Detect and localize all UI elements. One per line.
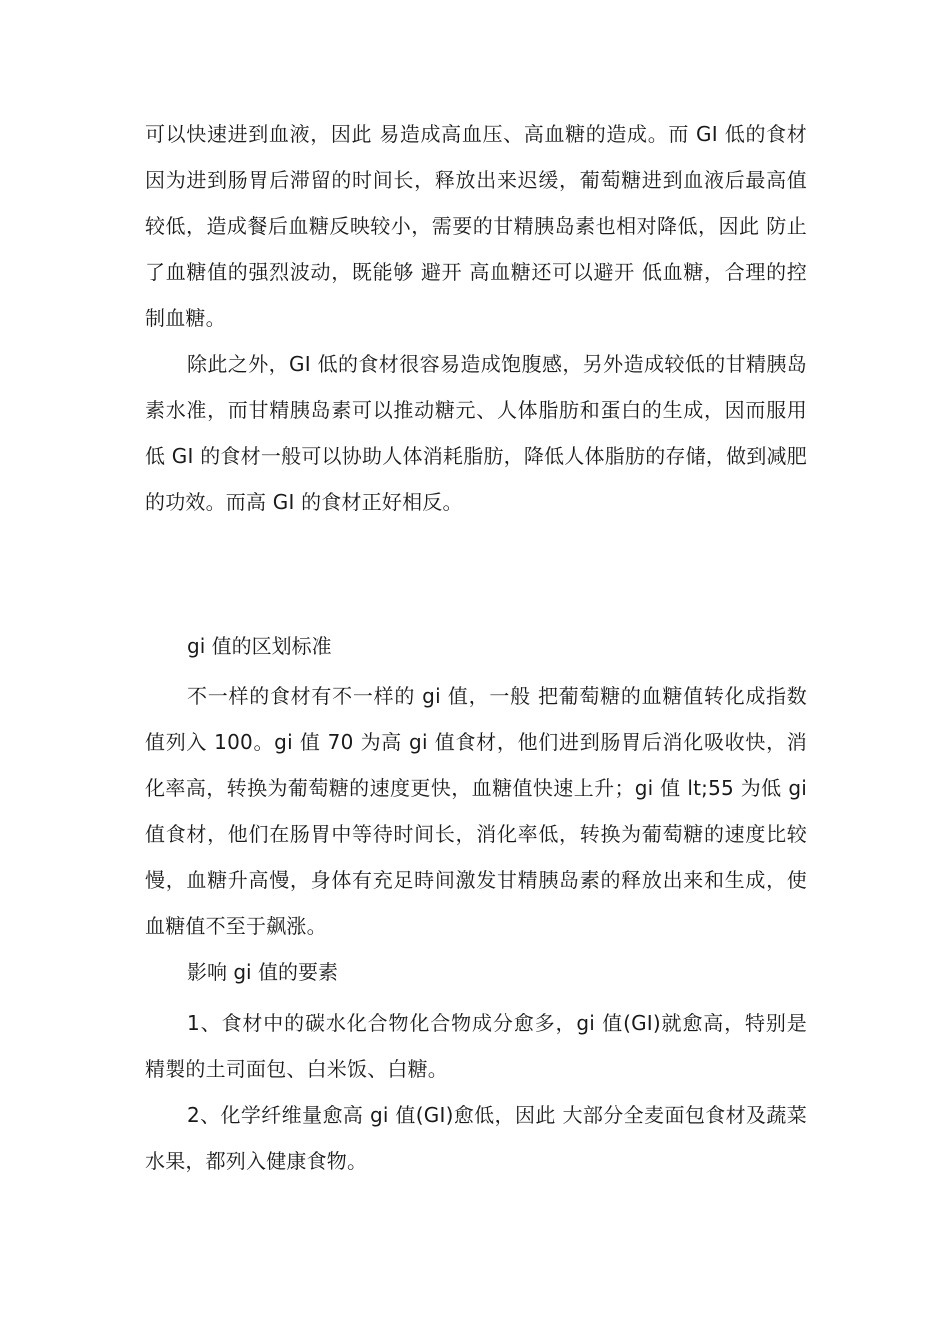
paragraph-low-gi-benefits: 除此之外，GI 低的食材很容易造成饱腹感，另外造成较低的甘精胰岛素水准，而甘精胰岛素可以推动糖元、人体脂肪和蛋白的生成，因而服用低 GI 的食材一般可以协助人体消耗脂肪，降低人体脂肪的存储，做到减肥的功效。而高 GI 的食材正好相反。 [145,352,807,514]
paragraph-gi-absorption: 可以快速进到血液，因此 易造成高血压、高血糖的造成。而 GI 低的食材因为进到肠胃后滞留的时间长，释放出来迟缓，葡萄糖进到血液后最高值较低，造成餐后血糖反映较小，需要的甘精胰岛素也相对降低，因此 防止了血糖值的强烈波动，既能够 避开 高血糖还可以避开 低血糖，合理的控制血糖。 [145,122,807,330]
paragraph-gi-classification: 不一样的食材有不一样的 gi 值，一般 把葡萄糖的血糖值转化成指数值列入 100。gi 值 70 为高 gi 值食材，他们进到肠胃后消化吸收快，消化率高，转换为葡萄糖的速度更快，血糖值快速上升；gi 值 lt;55 为低 gi 值食材，他们在肠胃中等待时间长，消化率低，转换为葡萄糖的速度比较慢，血糖升高慢，身体有充足時间激发甘精胰岛素的释放出来和生成，使血糖值不至于飙涨。 [145,684,807,938]
paragraph-factor-carbohydrate: 1、食材中的碳水化合物化合物成分愈多，gi 值(GI)就愈高，特别是精製的土司面包、白米饭、白糖。 [145,1011,807,1081]
heading-gi-factors: 影响 gi 值的要素 [187,960,338,984]
paragraph-factor-fiber: 2、化学纤维量愈高 gi 值(GI)愈低，因此 大部分全麦面包食材及蔬菜水果，都列入健康食物。 [145,1103,807,1173]
heading-gi-classification: gi 值的区划标准 [187,634,332,658]
